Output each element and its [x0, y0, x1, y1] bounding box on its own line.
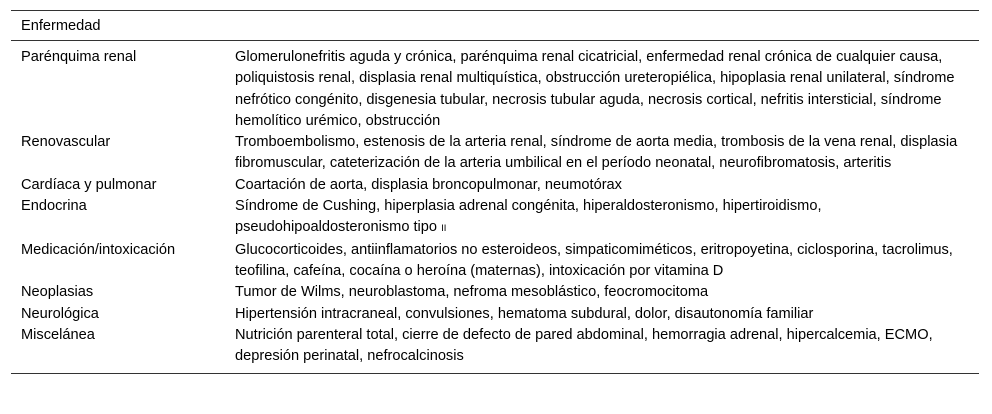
table-row	[11, 304, 979, 325]
table-row	[11, 175, 979, 196]
roman-numeral: II	[441, 223, 447, 235]
disease-cell: Neoplasias	[21, 284, 94, 301]
disease-cell: Endocrina	[21, 198, 87, 215]
disease-cell: Renovascular	[21, 134, 111, 151]
table-row	[11, 132, 979, 175]
causes-cell: Tromboembolismo, estenosis de la arteria renal, síndrome de aorta media, trombosis de la vena renal, displasia fibromuscular, cateterización de la arteria umbilical en el período neonatal, neurofibromatosis, arteritis	[235, 134, 958, 172]
table-row	[11, 282, 979, 303]
table-row	[11, 325, 979, 368]
causes-cell: Tumor de Wilms, neuroblastoma, nefroma mesoblástico, feocromocitoma	[235, 284, 709, 301]
causes-text: Síndrome de Cushing, hiperplasia adrenal congénita, hiperaldosteronismo, hipertiroidismo, pseudohipoaldosteronismo tipo	[235, 198, 822, 236]
disease-cell: Miscelánea	[21, 326, 95, 343]
table-row	[11, 47, 979, 132]
header-enfermedad: Enfermedad	[21, 18, 101, 34]
table-row	[11, 240, 979, 283]
disease-cell: Cardíaca y pulmonar	[21, 176, 157, 193]
disease-cell: Parénquima renal	[21, 49, 137, 65]
causes-cell: Glomerulonefritis aguda y crónica, parénquima renal cicatricial, enfermedad renal crónica de cualquier causa, poliquistosis renal, displasia renal multiquística, obstrucción ureteropiélica, hipoplasia renal unilateral, síndrome nefrótico congénito, disgenesia tubular, necrosis tubular aguda, necrosis cortical, nefritis intersticial, síndrome hemolítico urémico, obstrucción	[235, 49, 955, 129]
table-header	[11, 11, 979, 41]
disease-cell: Medicación/intoxicación	[21, 241, 176, 258]
table-body	[11, 41, 979, 373]
causes-cell: Coartación de aorta, displasia broncopulmonar, neumotórax	[235, 176, 622, 193]
table-row	[11, 196, 979, 240]
causes-cell: Hipertensión intracraneal, convulsiones, hematoma subdural, dolor, disautonomía familiar	[235, 305, 814, 322]
causes-cell: Nutrición parenteral total, cierre de defecto de pared abdominal, hemorragia adrenal, hipercalcemia, ECMO, depresión perinatal, nefrocalcinosis	[235, 326, 933, 365]
causes-table	[11, 10, 979, 374]
disease-cell: Neurológica	[21, 305, 99, 322]
causes-cell	[235, 196, 965, 240]
causes-cell: Glucocorticoides, antiinflamatorios no esteroideos, simpaticomiméticos, eritropoyetina, ciclosporina, tacrolimus, teofilina, cafeína, cocaína o heroína (maternas), intoxicación por vitamina D	[235, 241, 953, 279]
